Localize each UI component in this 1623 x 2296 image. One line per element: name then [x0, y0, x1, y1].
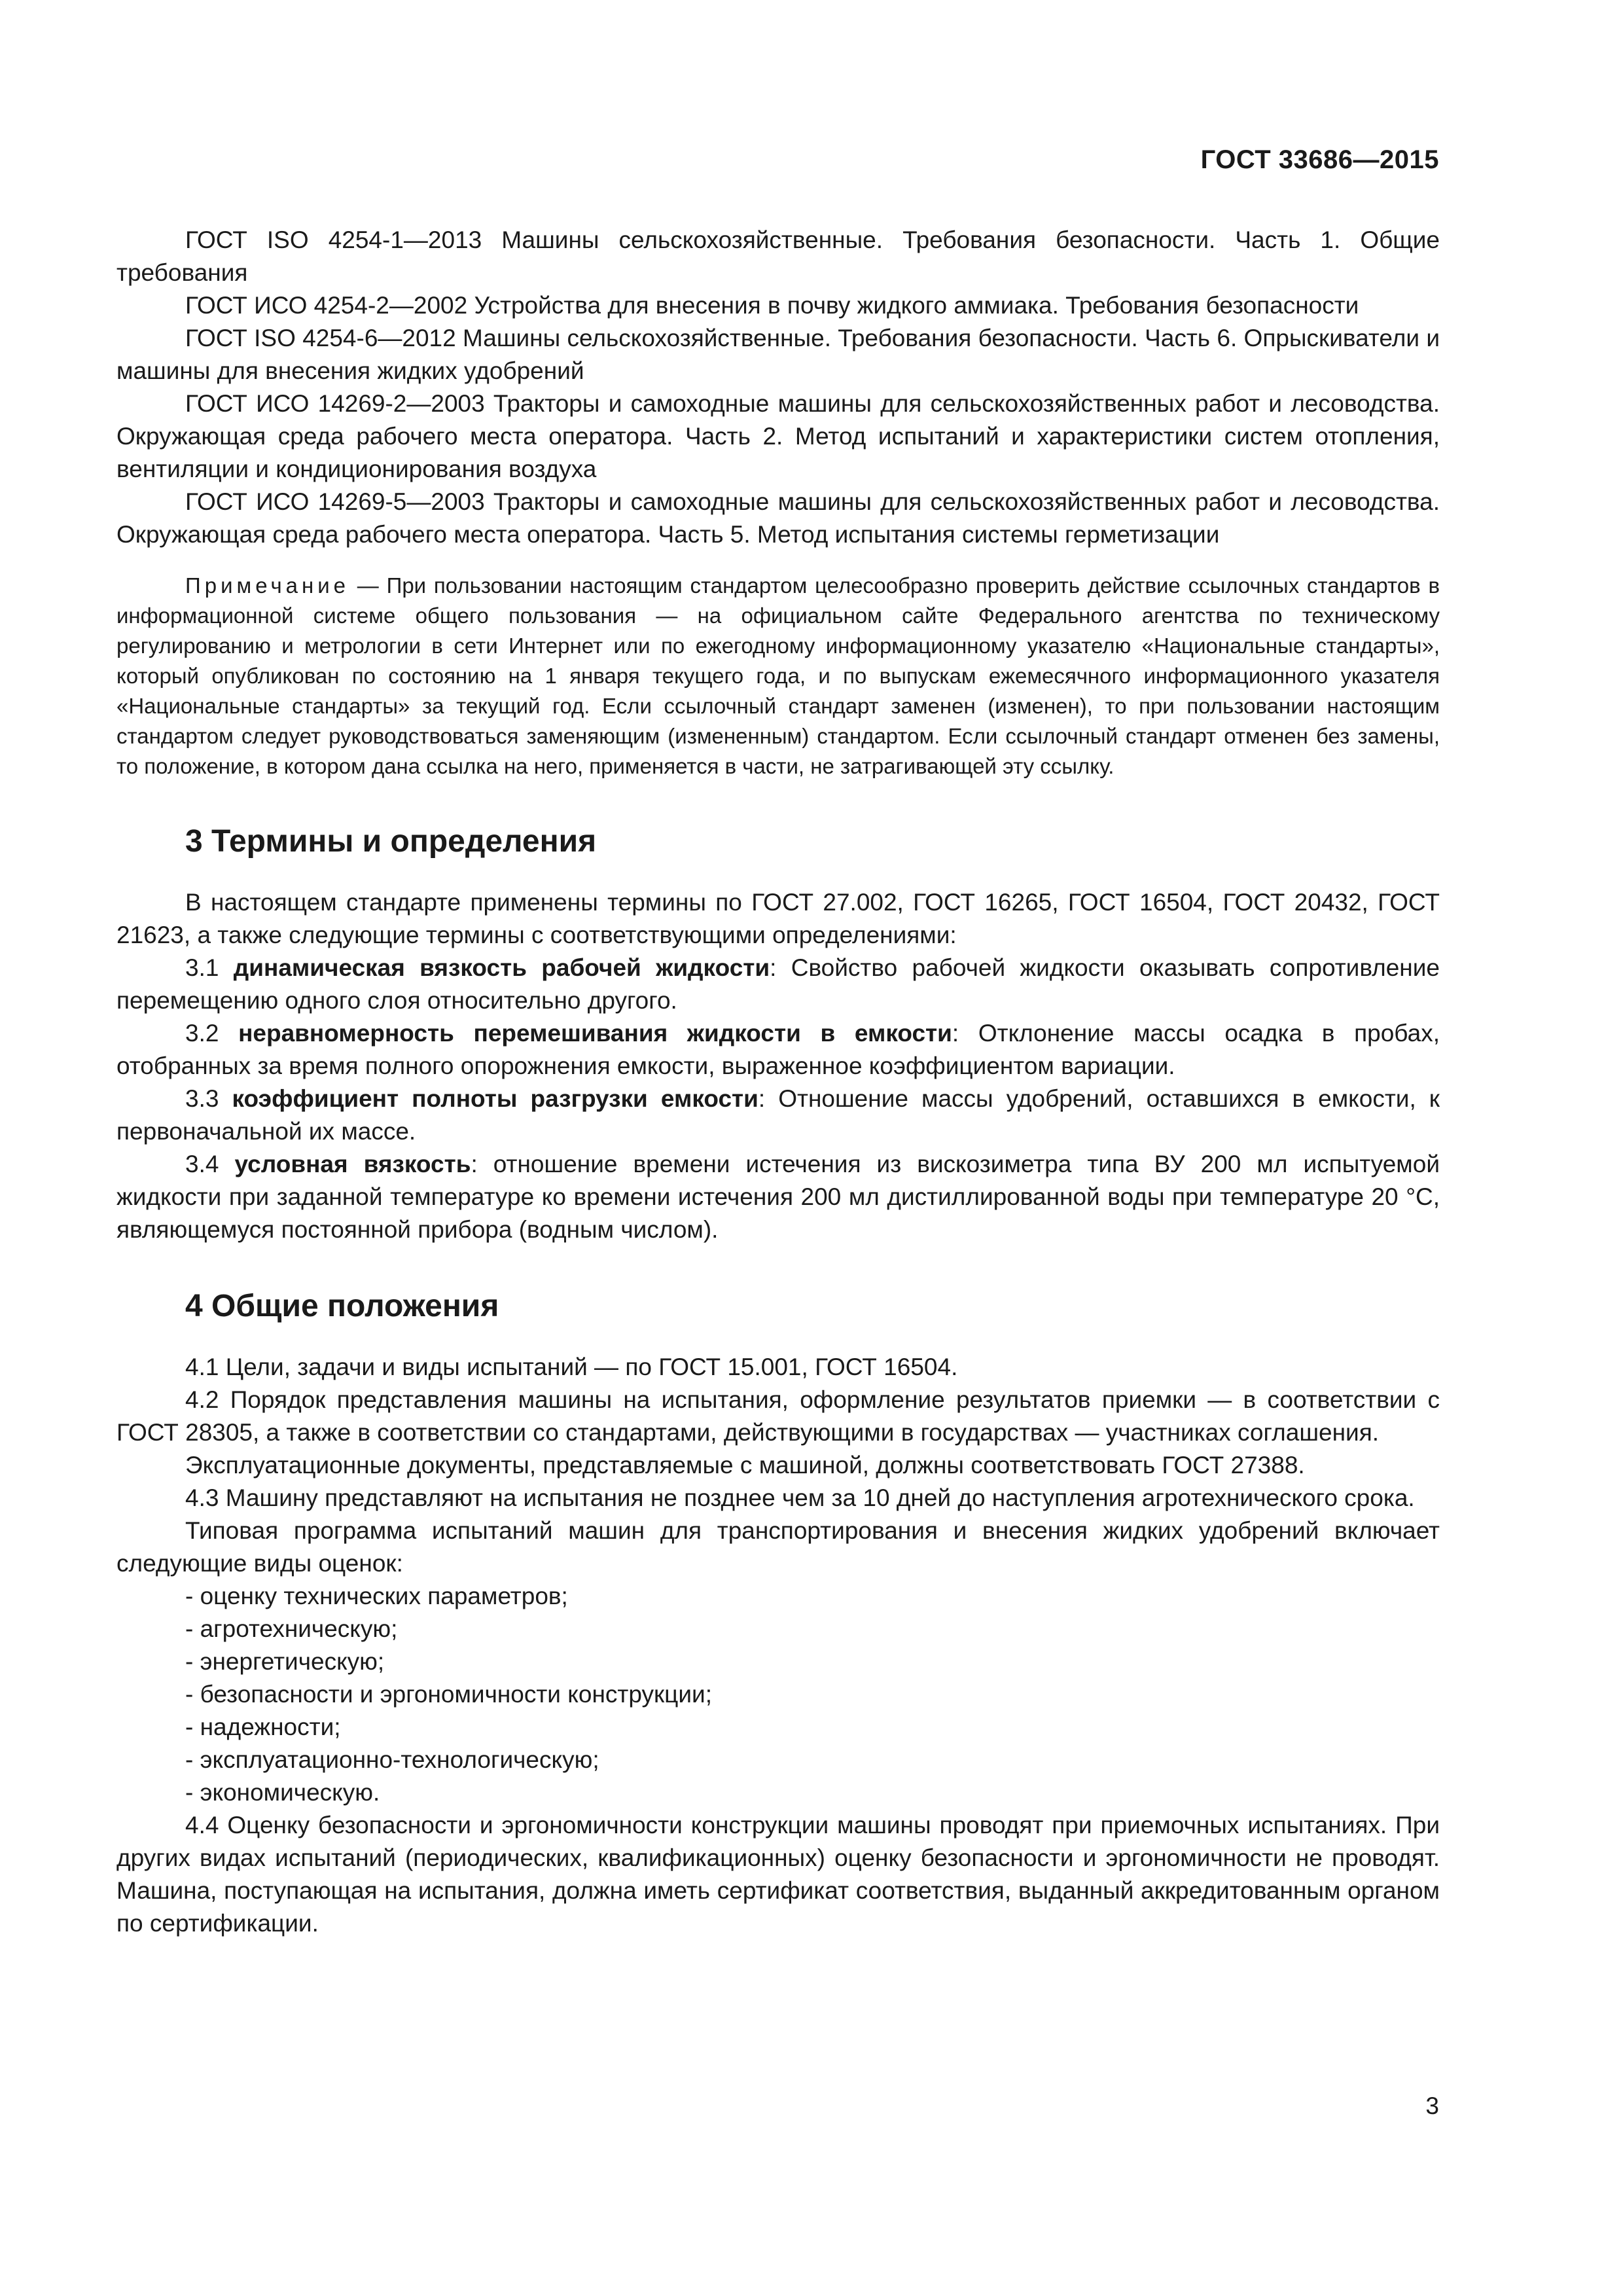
section-4-title: 4 Общие положения [185, 1289, 499, 1323]
term-number: 3.4 [185, 1151, 235, 1177]
paragraph: 4.2 Порядок представления машины на испытания, оформление результатов приемки — в соответствии с ГОСТ 28305, а также в соответствии со стандартами, действующими в государствах — участниках соглашения. [116, 1386, 1440, 1446]
term-def: : отношение времени истечения из вискозиметра типа ВУ 200 мл испытуемой жидкости при заданной температуре ко времени истечения 200 мл дистиллированной воды при температуре 20 °С, являющемуся постоянной прибора (водным числом). [116, 1151, 1440, 1243]
note-text: — При пользовании настоящим стандартом целесообразно проверить действие ссылочных стандартов в информационной системе общего пользования — на официальном сайте Федерального агентства по техническому регулированию и метрологии в сети Интернет или по ежегодному информационному указателю «Национальные стандарты», который опубликован по состоянию на 1 января текущего года, и по выпускам ежемесячного информационного указателя «Национальные стандарты» за текущий год. Если ссылочный стандарт заменен (изменен), то при пользовании настоящим стандартом следует руководствоваться заменяющим (измененным) стандартом. Если ссылочный стандарт отменен без замены, то положение, в котором дана ссылка на него, применяется в части, не затрагивающей эту ссылку. [116, 573, 1440, 778]
reference-item: ГОСТ ИСО 14269-5—2003 Тракторы и самоходные машины для сельскохозяйственных работ и лесоводства. Окружающая среда рабочего места оператора. Часть 5. Метод испытания системы герметизации [116, 488, 1440, 548]
section-3-title: 3 Термины и определения [185, 824, 597, 859]
paragraph: Типовая программа испытаний машин для транспортирования и внесения жидких удобрений включает следующие виды оценок: [116, 1517, 1440, 1577]
paragraph: 4.4 Оценку безопасности и эргономичности конструкции машины проводят при приемочных испытаниях. При других видах испытаний (периодических, квалификационных) оценку безопасности и эргономичности не проводят. Машина, поступающая на испытания, должна иметь сертификат соответствия, выданный аккредитованным органом по сертификации. [116, 1812, 1440, 1937]
list-item: - эксплуатационно-технологическую; [116, 1744, 1440, 1776]
section-3-intro: В настоящем стандарте применены термины по ГОСТ 27.002, ГОСТ 16265, ГОСТ 16504, ГОСТ 20432, ГОСТ 21623, а также следующие термины с соответствующими определениями: [116, 889, 1440, 948]
term-name: коэффициент полноты разгрузки емкости [232, 1085, 758, 1112]
term-name: условная вязкость [234, 1151, 471, 1177]
term-number: 3.1 [185, 954, 234, 981]
list-item: - экономическую. [116, 1776, 1440, 1809]
note-paragraph [116, 571, 1440, 781]
paragraph: 4.3 Машину представляют на испытания не позднее чем за 10 дней до наступления агротехнического срока. [185, 1484, 1415, 1511]
reference-item: ГОСТ ISO 4254-6—2012 Машины сельскохозяйственные. Требования безопасности. Часть 6. Опрыскиватели и машины для внесения жидких удобрений [116, 325, 1440, 384]
paragraph: 4.1 Цели, задачи и виды испытаний — по ГОСТ 15.001, ГОСТ 16504. [185, 1354, 958, 1380]
page-content [116, 224, 1440, 1940]
term-definition [116, 952, 1440, 1017]
list-item: - оценку технических параметров; [116, 1580, 1440, 1613]
term-def: : Отклонение массы осадка в пробах, отобранных за время полного опорожнения емкости, выраженное коэффициентом вариации. [116, 1020, 1440, 1079]
list-item: - энергетическую; [116, 1645, 1440, 1678]
note-label: Примечание [185, 573, 350, 598]
term-number: 3.3 [185, 1085, 232, 1112]
term-def: : Свойство рабочей жидкости оказывать сопротивление перемещению одного слоя относительно другого. [116, 954, 1440, 1014]
page-number: 3 [1425, 2092, 1439, 2119]
list-item: - агротехническую; [116, 1613, 1440, 1645]
reference-item: ГОСТ ИСО 4254-2—2002 Устройства для внесения в почву жидкого аммиака. Требования безопасности [185, 292, 1359, 319]
paragraph: Эксплуатационные документы, представляемые с машиной, должны соответствовать ГОСТ 27388. [185, 1452, 1305, 1479]
list-item: - безопасности и эргономичности конструкции; [116, 1678, 1440, 1711]
term-definition [116, 1017, 1440, 1083]
term-name: неравномерность перемешивания жидкости в емкости [238, 1020, 952, 1047]
evaluation-list [116, 1580, 1440, 1809]
term-definition [116, 1083, 1440, 1148]
term-number: 3.2 [185, 1020, 239, 1047]
term-def: : Отношение массы удобрений, оставшихся в емкости, к первоначальной их массе. [116, 1085, 1440, 1145]
reference-item: ГОСТ ИСО 14269-2—2003 Тракторы и самоходные машины для сельскохозяйственных работ и лесоводства. Окружающая среда рабочего места оператора. Часть 2. Метод испытаний и характеристики систем отопления, вентиляции и кондиционирования воздуха [116, 390, 1440, 482]
term-definition [116, 1148, 1440, 1246]
document-code-header: ГОСТ 33686—2015 [1200, 145, 1439, 174]
reference-item: ГОСТ ISO 4254-1—2013 Машины сельскохозяйственные. Требования безопасности. Часть 1. Общие требования [116, 226, 1440, 286]
references-list [116, 224, 1440, 551]
term-name: динамическая вязкость рабочей жидкости [233, 954, 770, 981]
list-item: - надежности; [116, 1711, 1440, 1744]
